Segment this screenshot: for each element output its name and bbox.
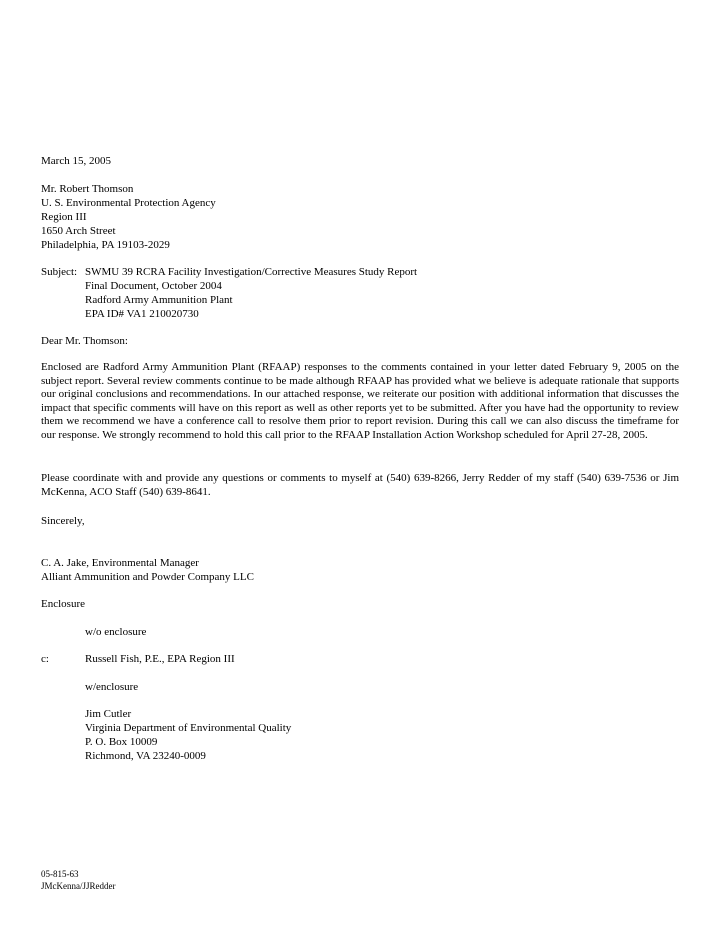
recipient-org: U. S. Environmental Protection Agency	[41, 197, 216, 209]
footer-initials: JMcKenna/JJRedder	[41, 881, 116, 891]
cc-recipient-2-box: P. O. Box 10009	[85, 736, 158, 748]
body-paragraph-2-text: Please coordinate with and provide any questions or comments to myself at (540) 639-8266, Jerry Redder of my staff (540) 639-7536 or Jim McKenna, ACO Staff (540) 639-8641.	[41, 472, 679, 498]
wo-enclosure-note: w/o enclosure	[85, 626, 147, 638]
recipient-name: Mr. Robert Thomson	[41, 183, 134, 195]
w-enclosure-note: w/enclosure	[85, 681, 139, 693]
cc-recipient-1: Russell Fish, P.E., EPA Region III	[85, 653, 235, 665]
cc-recipient-2-org: Virginia Department of Environmental Quality	[85, 722, 292, 734]
subject-line-4: EPA ID# VA1 210020730	[85, 308, 199, 320]
body-paragraph-1-text: Enclosed are Radford Army Ammunition Plant (RFAAP) responses to the comments contained in your letter dated February 9, 2005 on the subject report. Several review comments continue to be made although RFAAP has provided what we believe is adequate rationale that supports our original conclusions and recommendations. In our attached response, we reiterate our position with additional information that discusses the impact that specific comments will have on this report as well as other reports yet to be submitted. After you have had the opportunity to review them we recommend we have a conference call to resolve them prior to report revision. During this call we can also discuss the timeframe for our response. We strongly recommend to hold this call prior to the RFAAP Installation Action Workshop scheduled for April 27-28, 2005.	[41, 361, 679, 441]
recipient-region: Region III	[41, 211, 87, 223]
cc-recipient-2-name: Jim Cutler	[85, 708, 132, 720]
signer-company: Alliant Ammunition and Powder Company LLC	[41, 571, 254, 583]
salutation: Dear Mr. Thomson:	[41, 335, 128, 347]
body-paragraph-1	[41, 361, 679, 443]
footer-reference: 05-815-63	[41, 869, 79, 879]
subject-line-3: Radford Army Ammunition Plant	[85, 294, 233, 306]
subject-line-1: SWMU 39 RCRA Facility Investigation/Corrective Measures Study Report	[85, 266, 418, 278]
subject-label: Subject:	[41, 266, 78, 278]
closing: Sincerely,	[41, 515, 85, 527]
recipient-street: 1650 Arch Street	[41, 225, 116, 237]
enclosure-label: Enclosure	[41, 598, 85, 610]
subject-line-2: Final Document, October 2004	[85, 280, 222, 292]
letter-date: March 15, 2005	[41, 155, 111, 167]
recipient-city: Philadelphia, PA 19103-2029	[41, 239, 170, 251]
signer-title: C. A. Jake, Environmental Manager	[41, 557, 199, 569]
cc-label: c:	[41, 653, 49, 665]
cc-recipient-2-city: Richmond, VA 23240-0009	[85, 750, 206, 762]
body-paragraph-2	[41, 472, 679, 499]
